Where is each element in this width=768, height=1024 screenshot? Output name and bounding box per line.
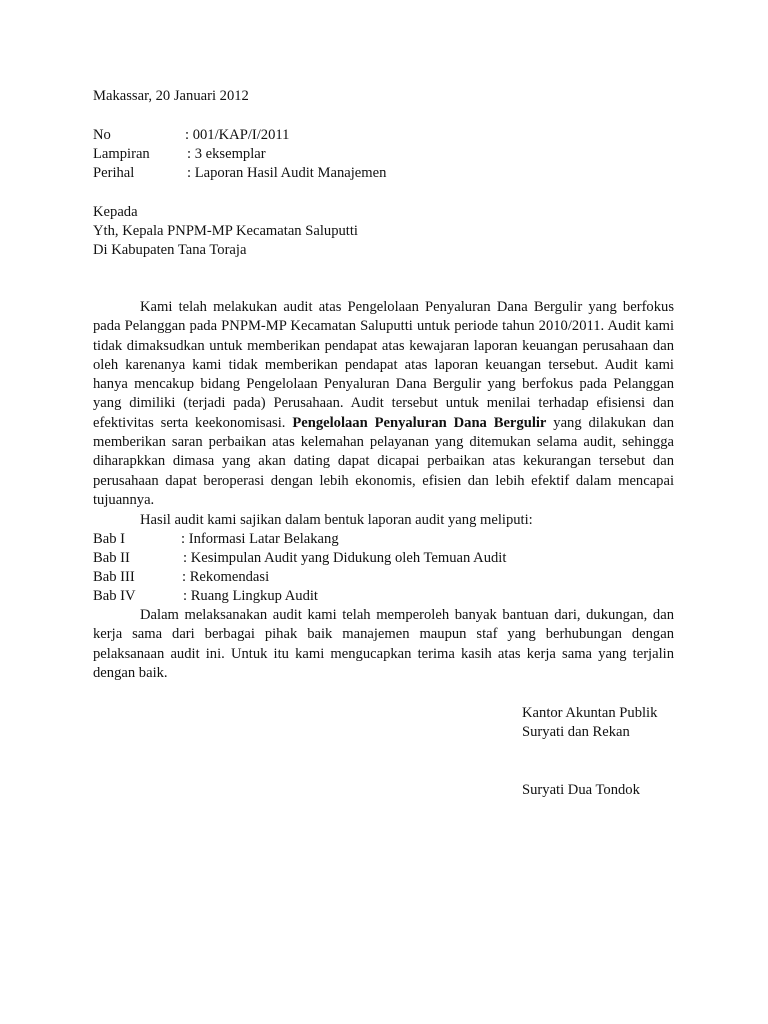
meta-perihal-label: Perihal	[93, 165, 135, 181]
paragraph-3-text: Dalam melaksanakan audit kami telah memperoleh banyak bantuan dari, dukungan, dan kerja sama dari berbagai pihak baik manajemen maupun staf yang berhubungan dengan pelaksanaan audit ini. Untuk itu kami mengucapkan terima kasih atas kerja sama yang terjalin dengan baik.	[93, 607, 674, 681]
meta-no-value: : 001/KAP/I/2011	[185, 127, 290, 143]
paragraph-1-bold: Pengelolaan Penyaluran Dana Bergulir	[292, 414, 547, 431]
signature-name: Suryati Dua Tondok	[522, 782, 640, 798]
body-paragraph-2: Hasil audit kami sajikan dalam bentuk laporan audit yang meliputi:	[140, 512, 533, 528]
meta-perihal-value: : Laporan Hasil Audit Manajemen	[187, 165, 387, 181]
recipient-location: Di Kabupaten Tana Toraja	[93, 242, 247, 258]
signature-org-2: Suryati dan Rekan	[522, 724, 630, 740]
bab-row	[93, 587, 318, 606]
body-paragraph-1	[93, 298, 674, 510]
meta-no-label: No	[93, 127, 111, 143]
recipient-kepada: Kepada	[93, 204, 138, 220]
paragraph-1-part-a: Kami telah melakukan audit atas Pengelolaan Penyaluran Dana Bergulir yang berfokus pada Pelanggan pada PNPM-MP Kecamatan Saluputti untuk periode tahun 2010/2011. Audit kami tidak dimaksudkan untuk memberikan pendapat atas kewajaran laporan keuangan perusahaan dan oleh karenanya kami tidak memberikan pendapat atas laporan keuangan tersebut. Audit kami hanya mencakup bidang Pengelolaan Penyaluran Dana Bergulir yang berfokus pada Pelanggan yang dimiliki (terjadi pada) Perusahaan. Audit tersebut untuk menilai terhadap efisiensi dan efektivitas serta keekonomisasi.	[93, 299, 674, 431]
recipient-name: Yth, Kepala PNPM-MP Kecamatan Saluputti	[93, 223, 358, 239]
meta-lampiran-label: Lampiran	[93, 146, 150, 162]
bab-value: : Ruang Lingkup Audit	[183, 588, 318, 604]
bab-value: : Kesimpulan Audit yang Didukung oleh Temuan Audit	[183, 550, 507, 566]
bab-value: : Rekomendasi	[182, 569, 270, 585]
bab-label: Bab II	[93, 550, 130, 566]
body-paragraph-3	[93, 606, 674, 683]
signature-org-1: Kantor Akuntan Publik	[522, 705, 658, 721]
meta-lampiran-value: : 3 eksemplar	[187, 146, 266, 162]
place-date: Makassar, 20 Januari 2012	[93, 88, 249, 104]
bab-label: Bab IV	[93, 588, 136, 604]
bab-value: : Informasi Latar Belakang	[181, 531, 339, 547]
bab-row	[93, 568, 269, 587]
bab-label: Bab I	[93, 531, 126, 547]
bab-row	[93, 530, 339, 549]
bab-row	[93, 549, 506, 568]
bab-label: Bab III	[93, 569, 135, 585]
paragraph-1-part-b: yang dilakukan dan memberikan saran perbaikan atas kelemahan pelayanan yang ditemukan selama audit, sehingga diharapkkan dimasa yang akan dating dapat dicapai perbaikan atas kekurangan tersebut dan perusahaan dapat beroperasi dengan lebih ekonomis, efisien dan lebih efektif dalam mencapai tujuannya.	[93, 414, 674, 508]
